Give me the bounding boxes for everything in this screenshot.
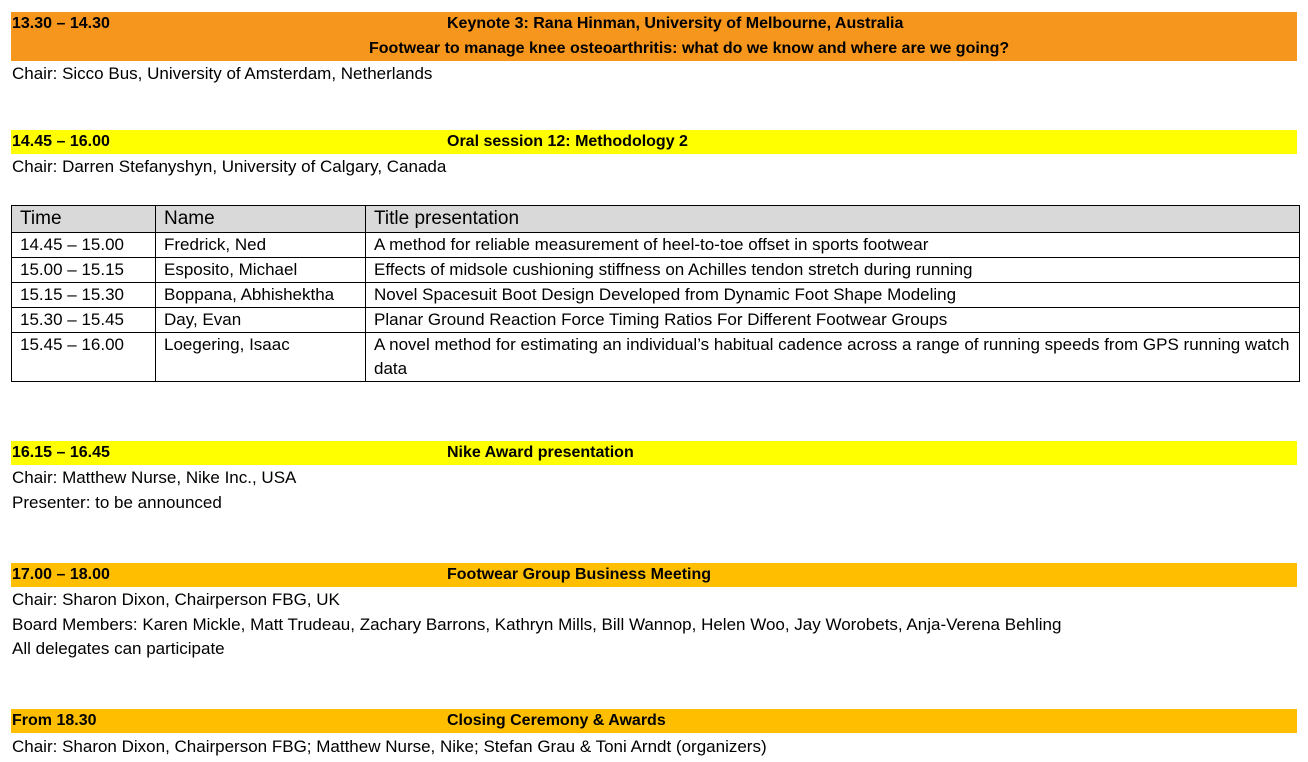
keynote-time: 13.30 – 14.30 [12,15,110,32]
business-meeting-note: All delegates can participate [12,639,225,658]
business-meeting-chair: Chair: Sharon Dixon, Chairperson FBG, UK [12,590,340,609]
row-title: A method for reliable measurement of heel-to-toe offset in sports footwear [366,233,1300,258]
row-title: Novel Spacesuit Boot Design Developed from Dynamic Foot Shape Modeling [366,283,1300,308]
table-header-row [12,206,1300,233]
closing-ceremony-header [11,709,1297,733]
nike-award-chair: Chair: Matthew Nurse, Nike Inc., USA [12,468,297,487]
row-time: 15.00 – 15.15 [12,258,156,283]
oral-session-chair: Chair: Darren Stefanyshyn, University of Calgary, Canada [12,157,447,176]
row-name: Day, Evan [156,308,366,333]
business-meeting-title: Footwear Group Business Meeting [447,566,712,583]
presentation-table [11,205,1300,382]
table-row [12,258,1300,283]
business-meeting-board: Board Members: Karen Mickle, Matt Trudeau, Zachary Barrons, Kathryn Mills, Bill Wannop, Helen Woo, Jay Worobets, Anja-Verena Behling [12,615,1062,634]
row-title: Planar Ground Reaction Force Timing Ratios For Different Footwear Groups [366,308,1300,333]
oral-session-title: Oral session 12: Methodology 2 [447,133,688,150]
oral-session-time: 14.45 – 16.00 [12,133,110,150]
nike-award-time: 16.15 – 16.45 [12,444,110,461]
keynote-subtitle: Footwear to manage knee osteoarthritis: what do we know and where are we going? [369,40,1010,57]
row-time: 15.30 – 15.45 [12,308,156,333]
row-time: 14.45 – 15.00 [12,233,156,258]
row-name: Esposito, Michael [156,258,366,283]
oral-session-header [11,130,1297,154]
business-meeting-header [11,563,1297,587]
row-time: 15.45 – 16.00 [12,333,156,382]
table-row [12,233,1300,258]
nike-award-title: Nike Award presentation [447,444,634,461]
table-row [12,333,1300,382]
closing-ceremony-chair: Chair: Sharon Dixon, Chairperson FBG; Matthew Nurse, Nike; Stefan Grau & Toni Arndt (organizers) [12,737,767,756]
table-row [12,283,1300,308]
row-name: Fredrick, Ned [156,233,366,258]
row-name: Loegering, Isaac [156,333,366,382]
column-header-title: Title presentation [366,206,1300,233]
row-title: A novel method for estimating an individual’s habitual cadence across a range of running speeds from GPS running watch data [366,333,1300,382]
business-meeting-time: 17.00 – 18.00 [12,566,110,583]
nike-award-presenter: Presenter: to be announced [12,493,222,512]
keynote-chair: Chair: Sicco Bus, University of Amsterdam, Netherlands [12,64,433,83]
column-header-name: Name [156,206,366,233]
closing-ceremony-title: Closing Ceremony & Awards [447,712,666,729]
column-header-time: Time [12,206,156,233]
row-title: Effects of midsole cushioning stiffness on Achilles tendon stretch during running [366,258,1300,283]
row-time: 15.15 – 15.30 [12,283,156,308]
table-row [12,308,1300,333]
row-name: Boppana, Abhishektha [156,283,366,308]
keynote-session-header [11,12,1297,61]
closing-ceremony-time: From 18.30 [12,712,97,729]
keynote-title: Keynote 3: Rana Hinman, University of Melbourne, Australia [447,15,904,32]
nike-award-header [11,441,1297,465]
